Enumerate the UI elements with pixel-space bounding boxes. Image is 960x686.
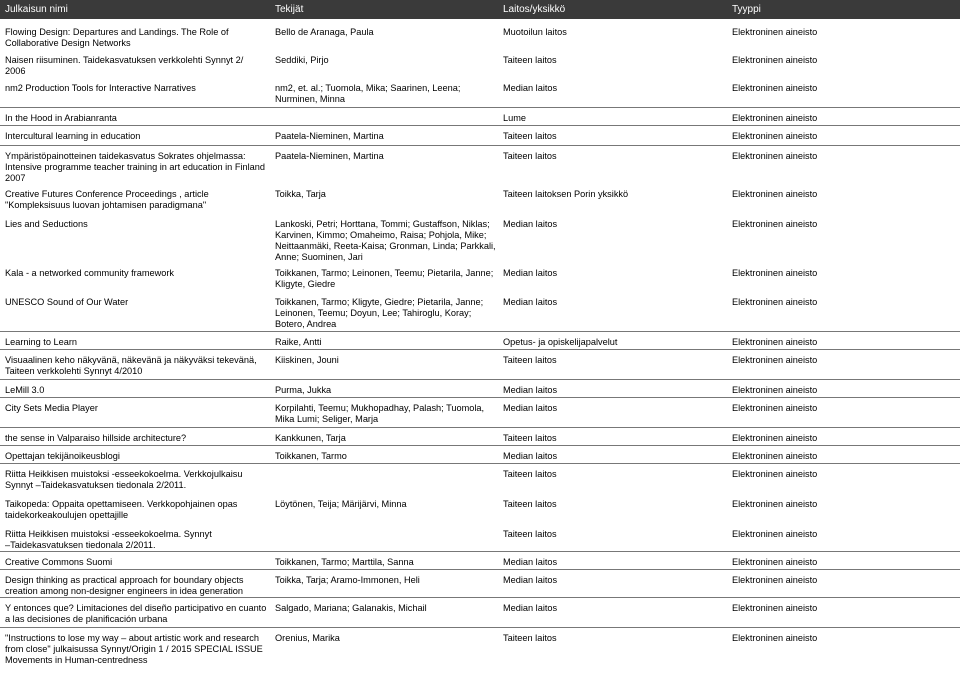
- cell-title: 2007: [5, 173, 26, 183]
- cell-type: Elektroninen aineisto: [732, 151, 818, 161]
- cell-authors: Leinonen, Teemu; Doyun, Lee; Tahiroglu, Koray;: [275, 308, 472, 318]
- cell-title: creation among non-designer engineers in idea generation: [5, 586, 244, 596]
- cell-title: –Taidekasvatuksen tiedonala 2/2011.: [5, 540, 156, 550]
- cell-authors: Toikkanen, Tarmo; Leinonen, Teemu; Pietarila, Janne;: [275, 268, 494, 278]
- cell-title: Intercultural learning in education: [5, 131, 141, 141]
- cell-type: Elektroninen aineisto: [732, 469, 818, 479]
- cell-department: Taiteen laitos: [503, 55, 557, 65]
- cell-type: Elektroninen aineisto: [732, 131, 818, 141]
- row-divider: [0, 107, 960, 108]
- row-divider: [0, 569, 960, 570]
- cell-authors: Löytönen, Teija; Märijärvi, Minna: [275, 499, 407, 509]
- cell-title: Ympäristöpainotteinen taidekasvatus Sokrates ohjelmassa:: [5, 151, 246, 161]
- cell-title: Opettajan tekijänoikeusblogi: [5, 451, 120, 461]
- cell-authors: Kiiskinen, Jouni: [275, 355, 339, 365]
- cell-title: Movements in Human-centredness: [5, 655, 148, 665]
- cell-title: from close" julkaisussa Synnyt/Origin 1 / 2015 SPECIAL ISSUE: [5, 644, 263, 654]
- cell-title: "Kompleksisuus luovan johtamisen paradigmana": [5, 200, 207, 210]
- cell-department: Taiteen laitos: [503, 499, 557, 509]
- cell-department: Median laitos: [503, 403, 558, 413]
- cell-department: Taiteen laitos: [503, 469, 557, 479]
- cell-title: City Sets Media Player: [5, 403, 98, 413]
- cell-title: Creative Commons Suomi: [5, 557, 113, 567]
- cell-authors: Korpilahti, Teemu; Mukhopadhay, Palash; Tuomola,: [275, 403, 485, 413]
- cell-type: Elektroninen aineisto: [732, 219, 818, 229]
- cell-title: Riitta Heikkisen muistoksi -esseekokoelma. Verkkojulkaisu: [5, 469, 243, 479]
- header-authors: Tekijät: [275, 4, 304, 15]
- cell-authors: Karvinen, Kimmo; Omaheimo, Raisa; Pohjola, Mike;: [275, 230, 487, 240]
- cell-department: Lume: [503, 113, 526, 123]
- cell-title: Y entonces que? Limitaciones del diseño participativo en cuanto: [5, 603, 267, 613]
- header-department: Laitos/yksikkö: [503, 4, 566, 15]
- cell-title: "Instructions to lose my way – about artistic work and research: [5, 633, 259, 643]
- cell-title: Synnyt –Taidekasvatuksen tiedonala 2/2011.: [5, 480, 187, 490]
- row-divider: [0, 331, 960, 332]
- cell-authors: Anne; Suominen, Jari: [275, 252, 363, 262]
- cell-title: LeMill 3.0: [5, 385, 45, 395]
- cell-authors: Toikka, Tarja; Aramo-Immonen, Heli: [275, 575, 420, 585]
- cell-type: Elektroninen aineisto: [732, 337, 818, 347]
- cell-department: Median laitos: [503, 575, 558, 585]
- header-type: Tyyppi: [732, 4, 761, 15]
- cell-type: Elektroninen aineisto: [732, 355, 818, 365]
- cell-department: Median laitos: [503, 385, 558, 395]
- cell-department: Median laitos: [503, 603, 558, 613]
- cell-department: Taiteen laitos: [503, 633, 557, 643]
- cell-department: Taiteen laitos: [503, 529, 557, 539]
- cell-title: 2006: [5, 66, 26, 76]
- cell-type: Elektroninen aineisto: [732, 189, 818, 199]
- cell-type: Elektroninen aineisto: [732, 451, 818, 461]
- cell-department: Median laitos: [503, 219, 558, 229]
- cell-authors: Botero, Andrea: [275, 319, 337, 329]
- table-header: [0, 0, 960, 19]
- cell-title: Learning to Learn: [5, 337, 78, 347]
- cell-title: Creative Futures Conference Proceedings , article: [5, 189, 209, 199]
- cell-type: Elektroninen aineisto: [732, 113, 818, 123]
- cell-type: Elektroninen aineisto: [732, 529, 818, 539]
- cell-department: Median laitos: [503, 297, 558, 307]
- cell-type: Elektroninen aineisto: [732, 268, 818, 278]
- cell-type: Elektroninen aineisto: [732, 55, 818, 65]
- cell-authors: Seddiki, Pirjo: [275, 55, 329, 65]
- cell-type: Elektroninen aineisto: [732, 575, 818, 585]
- cell-title: nm2 Production Tools for Interactive Narratives: [5, 83, 196, 93]
- cell-title: Flowing Design: Departures and Landings. The Role of: [5, 27, 229, 37]
- cell-title: Lies and Seductions: [5, 219, 88, 229]
- cell-authors: Bello de Aranaga, Paula: [275, 27, 374, 37]
- row-divider: [0, 427, 960, 428]
- cell-title: Riitta Heikkisen muistoksi -esseekokoelma. Synnyt: [5, 529, 212, 539]
- cell-authors: Nurminen, Minna: [275, 94, 345, 104]
- cell-title: Visuaalinen keho näkyvänä, näkevänä ja näkyväksi tekevänä,: [5, 355, 257, 365]
- cell-authors: Neittaanmäki, Reeta-Kaisa; Gronman, Linda; Parkkali,: [275, 241, 496, 251]
- cell-title: UNESCO Sound of Our Water: [5, 297, 129, 307]
- cell-department: Taiteen laitos: [503, 433, 557, 443]
- row-divider: [0, 125, 960, 126]
- cell-title: Kala - a networked community framework: [5, 268, 175, 278]
- cell-type: Elektroninen aineisto: [732, 403, 818, 413]
- row-divider: [0, 445, 960, 446]
- row-divider: [0, 551, 960, 552]
- row-divider: [0, 627, 960, 628]
- row-divider: [0, 463, 960, 464]
- cell-department: Opetus- ja opiskelijapalvelut: [503, 337, 618, 347]
- row-divider: [0, 145, 960, 146]
- cell-authors: Toikkanen, Tarmo; Marttila, Sanna: [275, 557, 414, 567]
- row-divider: [0, 349, 960, 350]
- cell-title: the sense in Valparaiso hillside architecture?: [5, 433, 187, 443]
- cell-authors: Orenius, Marika: [275, 633, 340, 643]
- header-publication-name: Julkaisun nimi: [5, 4, 68, 15]
- cell-type: Elektroninen aineisto: [732, 603, 818, 613]
- cell-title: Collaborative Design Networks: [5, 38, 131, 48]
- row-divider: [0, 597, 960, 598]
- cell-title: Design thinking as practical approach for boundary objects: [5, 575, 244, 585]
- cell-authors: Toikka, Tarja: [275, 189, 326, 199]
- cell-authors: Purma, Jukka: [275, 385, 332, 395]
- cell-authors: Lankoski, Petri; Horttana, Tommi; Gustaffson, Niklas;: [275, 219, 490, 229]
- cell-department: Taiteen laitos: [503, 151, 557, 161]
- cell-type: Elektroninen aineisto: [732, 297, 818, 307]
- cell-type: Elektroninen aineisto: [732, 557, 818, 567]
- cell-authors: nm2, et. al.; Tuomola, Mika; Saarinen, Leena;: [275, 83, 461, 93]
- cell-department: Muotoilun laitos: [503, 27, 567, 37]
- cell-type: Elektroninen aineisto: [732, 27, 818, 37]
- cell-title: Intensive programme teacher training in art education in Finland: [5, 162, 265, 172]
- cell-type: Elektroninen aineisto: [732, 499, 818, 509]
- cell-title: Naisen riisuminen. Taidekasvatuksen verkkolehti Synnyt 2/: [5, 55, 244, 65]
- cell-authors: Raike, Antti: [275, 337, 322, 347]
- cell-title: Taikopeda: Oppaita opettamiseen. Verkkopohjainen opas: [5, 499, 238, 509]
- cell-department: Taiteen laitos: [503, 355, 557, 365]
- cell-title: taidekorkeakoulujen opettajille: [5, 510, 129, 520]
- cell-authors: Kankkunen, Tarja: [275, 433, 346, 443]
- cell-type: Elektroninen aineisto: [732, 433, 818, 443]
- cell-title: Taiteen verkkolehti Synnyt 4/2010: [5, 366, 143, 376]
- cell-title: a las decisiones de planificación urbana: [5, 614, 168, 624]
- cell-department: Median laitos: [503, 83, 558, 93]
- cell-authors: Salgado, Mariana; Galanakis, Michail: [275, 603, 427, 613]
- cell-department: Median laitos: [503, 557, 558, 567]
- cell-authors: Toikkanen, Tarmo; Kligyte, Giedre; Pietarila, Janne;: [275, 297, 484, 307]
- cell-title: In the Hood in Arabianranta: [5, 113, 117, 123]
- cell-authors: Toikkanen, Tarmo: [275, 451, 347, 461]
- cell-department: Median laitos: [503, 451, 558, 461]
- cell-type: Elektroninen aineisto: [732, 83, 818, 93]
- row-divider: [0, 397, 960, 398]
- cell-department: Median laitos: [503, 268, 558, 278]
- cell-authors: Mika Lumi; Seliger, Marja: [275, 414, 379, 424]
- cell-authors: Paatela-Nieminen, Martina: [275, 151, 384, 161]
- cell-authors: Kligyte, Giedre: [275, 279, 336, 289]
- cell-authors: Paatela-Nieminen, Martina: [275, 131, 384, 141]
- row-divider: [0, 379, 960, 380]
- cell-department: Taiteen laitoksen Porin yksikkö: [503, 189, 629, 199]
- cell-department: Taiteen laitos: [503, 131, 557, 141]
- cell-type: Elektroninen aineisto: [732, 633, 818, 643]
- cell-type: Elektroninen aineisto: [732, 385, 818, 395]
